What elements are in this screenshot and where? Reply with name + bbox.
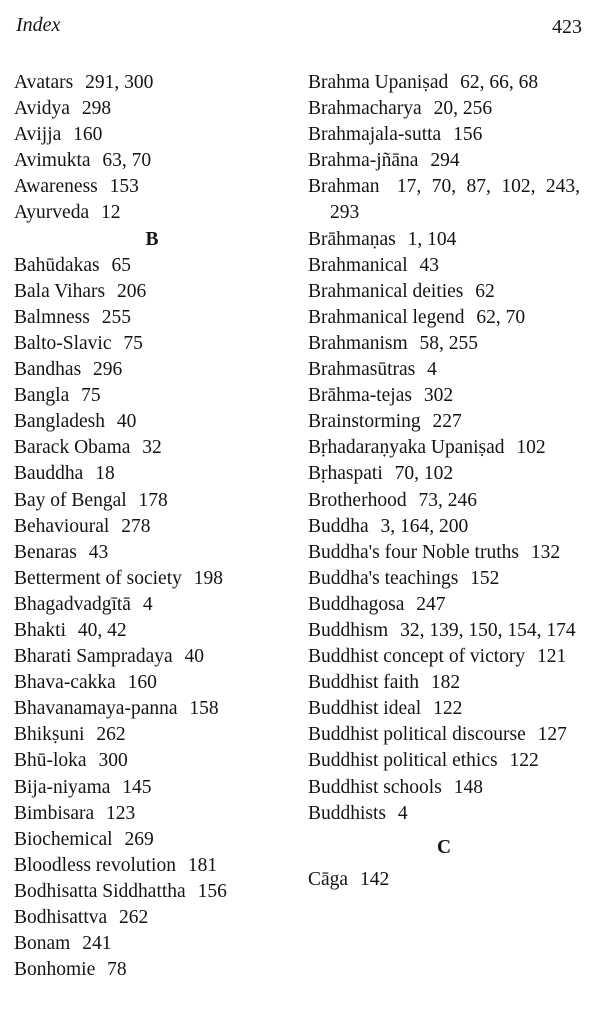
index-pages: 1, 104 bbox=[407, 228, 457, 250]
index-pages: 300 bbox=[98, 750, 128, 772]
index-pages: 40 bbox=[184, 646, 205, 668]
index-pages: 62, 66, 68 bbox=[460, 72, 539, 93]
index-term: Buddha bbox=[308, 515, 369, 537]
index-pages: 62 bbox=[475, 280, 495, 302]
index-term: Bonam bbox=[14, 933, 71, 955]
index-pages: 43 bbox=[419, 254, 439, 276]
index-pages: 294 bbox=[430, 150, 460, 172]
index-pages: 4 bbox=[142, 593, 153, 615]
index-pages: 152 bbox=[470, 567, 500, 589]
index-term: Bṛhaspati bbox=[308, 463, 383, 485]
index-entry bbox=[308, 514, 580, 540]
index-pages: 178 bbox=[138, 489, 168, 511]
index-pages: 148 bbox=[453, 776, 483, 798]
index-entry bbox=[308, 722, 580, 748]
index-pages: 269 bbox=[124, 828, 154, 850]
index-entry bbox=[308, 331, 580, 357]
index-term: Brahma-jñāna bbox=[308, 150, 419, 172]
index-pages: 132 bbox=[530, 541, 561, 563]
index-pages: 4 bbox=[397, 802, 408, 824]
index-term: Bṛhadaraṇyaka Upaniṣad bbox=[308, 437, 505, 459]
index-pages: 40, 42 bbox=[77, 619, 127, 641]
index-term: Buddhist concept of victory bbox=[308, 646, 526, 668]
index-entry bbox=[14, 331, 276, 357]
index-pages: 122 bbox=[433, 698, 463, 720]
index-term: Brahmanical deities bbox=[308, 280, 464, 302]
index-term: Brainstorming bbox=[308, 411, 421, 433]
index-entry bbox=[308, 122, 580, 148]
index-term: Buddhist ideal bbox=[308, 698, 422, 720]
index-entry bbox=[14, 592, 276, 618]
index-term: Bauddha bbox=[14, 463, 84, 485]
index-pages: 298 bbox=[81, 98, 112, 120]
index-entry bbox=[308, 383, 580, 409]
index-entry bbox=[14, 696, 276, 722]
index-entry bbox=[14, 722, 276, 748]
index-term: Brahmajala-sutta bbox=[308, 124, 442, 146]
index-entry bbox=[14, 305, 276, 331]
index-term: Brahmanical legend bbox=[308, 306, 465, 328]
index-term: Buddhist political discourse bbox=[308, 724, 526, 746]
index-term: Bija-niyama bbox=[14, 776, 111, 798]
index-pages: 160 bbox=[127, 672, 157, 694]
index-pages: 158 bbox=[189, 698, 219, 720]
index-pages: 122 bbox=[509, 750, 539, 772]
index-term: Brāhmaṇas bbox=[308, 228, 396, 250]
index-entry bbox=[14, 200, 276, 226]
index-term: Bhikṣuni bbox=[14, 724, 85, 746]
index-term: Barack Obama bbox=[14, 437, 131, 459]
index-term: Bangla bbox=[14, 385, 70, 407]
index-term: Bodhisattva bbox=[14, 907, 108, 928]
index-term: Buddhist faith bbox=[308, 672, 420, 694]
index-pages: 65 bbox=[111, 254, 131, 276]
index-term: Bhagadvadgītā bbox=[14, 593, 131, 615]
index-term: Balmness bbox=[14, 306, 90, 328]
index-term: Brahman bbox=[308, 176, 380, 198]
page-number: 423 bbox=[552, 16, 582, 38]
index-pages: 255 bbox=[101, 306, 131, 328]
index-entry bbox=[308, 644, 580, 670]
index-pages: 227 bbox=[432, 411, 462, 433]
index-term: Bandhas bbox=[14, 359, 82, 381]
index-column-left bbox=[14, 70, 276, 983]
index-pages: 12 bbox=[100, 202, 121, 224]
index-entry bbox=[14, 514, 276, 540]
index-term: Buddha's four Noble truths bbox=[308, 541, 519, 563]
index-entry bbox=[14, 435, 276, 461]
index-entry bbox=[308, 305, 580, 331]
index-entry bbox=[308, 670, 580, 696]
index-pages: 182 bbox=[430, 672, 461, 694]
index-entry bbox=[308, 566, 580, 592]
index-entry bbox=[14, 461, 276, 487]
index-term: Bay of Bengal bbox=[14, 489, 127, 511]
index-term: Awareness bbox=[14, 176, 98, 198]
index-entry bbox=[14, 879, 276, 905]
index-pages: 58, 255 bbox=[419, 332, 479, 354]
index-term: Buddhist political ethics bbox=[308, 750, 498, 772]
index-entry bbox=[14, 931, 276, 957]
index-term: Bangladesh bbox=[14, 411, 105, 433]
index-term: Bhakti bbox=[14, 619, 66, 641]
index-entry bbox=[14, 96, 276, 122]
index-term: Bhū-loka bbox=[14, 750, 87, 772]
index-entry bbox=[308, 618, 580, 644]
index-term: Betterment of society bbox=[14, 567, 182, 589]
index-column-right bbox=[308, 70, 580, 893]
index-pages: 262 bbox=[96, 724, 126, 746]
index-entry bbox=[308, 488, 580, 514]
index-term: Avimukta bbox=[14, 150, 91, 172]
page-header bbox=[16, 14, 582, 44]
index-pages: 102 bbox=[516, 437, 546, 459]
index-pages: 302 bbox=[423, 385, 454, 407]
index-entry bbox=[14, 357, 276, 383]
index-entry bbox=[308, 253, 580, 279]
index-pages: 145 bbox=[122, 776, 152, 798]
index-entry bbox=[308, 279, 580, 305]
index-entry bbox=[14, 383, 276, 409]
index-pages: 241 bbox=[82, 933, 112, 955]
index-term: Brahmasūtras bbox=[308, 359, 416, 381]
index-pages: 142 bbox=[359, 868, 390, 890]
index-pages: 296 bbox=[93, 359, 123, 381]
index-entry bbox=[308, 70, 580, 96]
index-term: Avijja bbox=[14, 124, 62, 146]
index-pages: 20, 256 bbox=[433, 98, 493, 120]
index-entry bbox=[308, 174, 580, 226]
index-entry bbox=[308, 148, 580, 174]
index-entry bbox=[308, 461, 580, 487]
index-term: Buddhists bbox=[308, 802, 387, 824]
index-entry bbox=[308, 96, 580, 122]
index-entry bbox=[14, 670, 276, 696]
index-term: Behavioural bbox=[14, 515, 110, 537]
index-pages: 63, 70 bbox=[102, 150, 152, 172]
index-term: Bimbisara bbox=[14, 802, 95, 824]
index-term: Avatars bbox=[14, 72, 74, 93]
index-term: Buddha's teachings bbox=[308, 567, 459, 589]
index-term: Buddhism bbox=[308, 619, 389, 641]
index-term: Cāga bbox=[308, 868, 349, 890]
index-term: Brahmanism bbox=[308, 332, 408, 354]
index-pages: 156 bbox=[453, 124, 483, 146]
index-entry bbox=[14, 957, 276, 983]
index-pages: 278 bbox=[121, 515, 151, 537]
index-term: Bonhomie bbox=[14, 959, 96, 981]
index-entry bbox=[308, 867, 580, 893]
index-pages: 127 bbox=[537, 724, 567, 746]
index-pages: 123 bbox=[106, 802, 136, 824]
index-term: Balto-Slavic bbox=[14, 332, 112, 354]
index-pages: 181 bbox=[187, 854, 218, 876]
index-pages: 198 bbox=[193, 567, 223, 589]
index-entry bbox=[308, 409, 580, 435]
index-entry bbox=[14, 122, 276, 148]
index-entry bbox=[14, 775, 276, 801]
index-pages: 43 bbox=[88, 541, 109, 563]
index-entry bbox=[308, 435, 580, 461]
index-entry bbox=[308, 775, 580, 801]
index-entry bbox=[14, 540, 276, 566]
index-term: Brāhma-tejas bbox=[308, 385, 412, 407]
index-pages: 156 bbox=[197, 880, 227, 902]
index-entry bbox=[14, 488, 276, 514]
index-entry bbox=[14, 827, 276, 853]
index-entry bbox=[308, 540, 580, 566]
index-pages: 206 bbox=[116, 280, 147, 302]
index-pages: 40 bbox=[116, 411, 137, 433]
index-term: Bhava-cakka bbox=[14, 672, 116, 694]
index-entry bbox=[308, 801, 580, 827]
index-term: Buddhagosa bbox=[308, 593, 405, 615]
index-term: Ayurveda bbox=[14, 202, 90, 224]
section-letter: C bbox=[436, 836, 452, 858]
index-entry bbox=[308, 227, 580, 253]
index-pages: 291, 300 bbox=[85, 72, 154, 93]
index-pages: 73, 246 bbox=[418, 489, 477, 511]
index-pages: 3, 164, 200 bbox=[380, 515, 469, 537]
index-term: Buddhist schools bbox=[308, 776, 442, 798]
index-term: Brahmacharya bbox=[308, 98, 422, 120]
index-pages: 62, 70 bbox=[476, 306, 526, 328]
index-entry bbox=[308, 748, 580, 774]
index-entry bbox=[14, 279, 276, 305]
index-pages: 75 bbox=[123, 332, 143, 354]
index-entry bbox=[14, 801, 276, 827]
index-pages: 78 bbox=[107, 959, 127, 981]
index-term: Benaras bbox=[14, 541, 77, 563]
index-entry bbox=[308, 592, 580, 618]
index-entry bbox=[14, 70, 276, 96]
index-term: Bharati Sampradaya bbox=[14, 646, 173, 668]
index-term: Avidya bbox=[14, 98, 70, 120]
index-pages: 160 bbox=[73, 124, 103, 146]
index-pages: 262 bbox=[119, 907, 149, 928]
index-pages: 247 bbox=[416, 593, 446, 615]
index-entry bbox=[14, 618, 276, 644]
index-term: Biochemical bbox=[14, 828, 113, 850]
index-term: Brahma Upaniṣad bbox=[308, 72, 449, 93]
index-entry bbox=[14, 148, 276, 174]
index-entry bbox=[14, 253, 276, 279]
index-pages: 75 bbox=[81, 385, 101, 407]
index-term: Brotherhood bbox=[308, 489, 407, 511]
index-entry bbox=[308, 357, 580, 383]
index-pages: 153 bbox=[109, 176, 139, 198]
index-term: Bhavanamaya-panna bbox=[14, 698, 178, 720]
index-pages: 32, 139, 150, 154, 174 bbox=[400, 619, 576, 641]
index-entry bbox=[14, 409, 276, 435]
index-entry bbox=[14, 566, 276, 592]
index-pages: 70, 102 bbox=[394, 463, 454, 485]
index-term: Brahmanical bbox=[308, 254, 408, 276]
index-pages: 4 bbox=[427, 359, 437, 381]
index-term: Bodhisatta Siddhattha bbox=[14, 880, 186, 902]
index-pages: 32 bbox=[142, 437, 162, 459]
section-letter: B bbox=[145, 228, 159, 250]
index-entry bbox=[14, 905, 276, 931]
index-entry bbox=[308, 696, 580, 722]
index-entry bbox=[14, 174, 276, 200]
index-term: Bahūdakas bbox=[14, 254, 100, 276]
index-pages: 121 bbox=[537, 646, 567, 668]
running-head: Index bbox=[16, 14, 61, 36]
index-pages: 18 bbox=[95, 463, 115, 485]
index-term: Bala Vihars bbox=[14, 280, 106, 302]
index-entry bbox=[14, 748, 276, 774]
index-entry bbox=[14, 644, 276, 670]
index-entry bbox=[14, 853, 276, 879]
index-term: Bloodless revolution bbox=[14, 854, 176, 876]
index-pages: 17, 70, 87, 102, 243, 293 bbox=[330, 176, 581, 224]
